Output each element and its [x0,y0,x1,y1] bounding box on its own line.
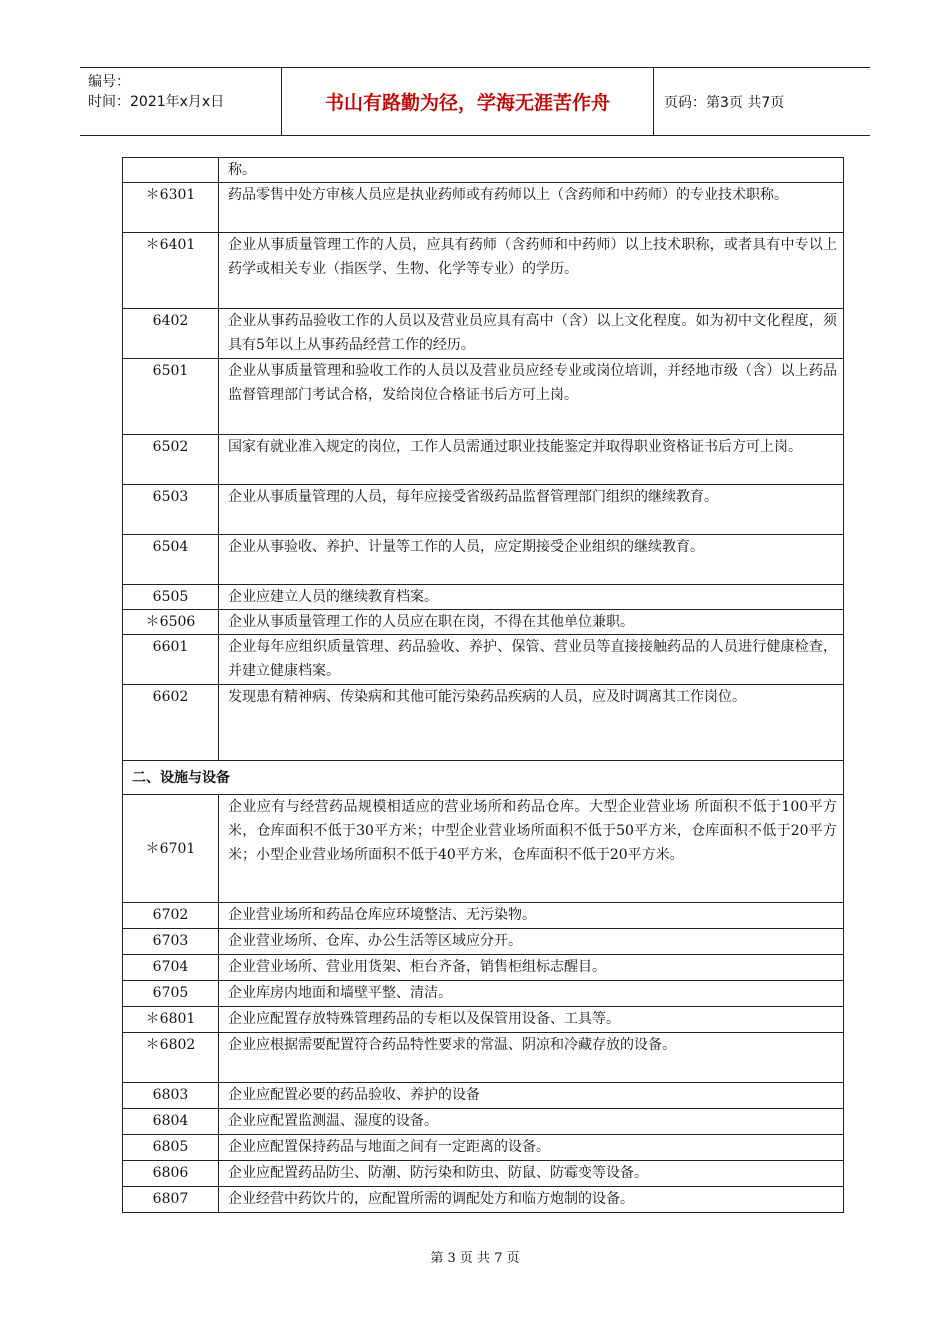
item-code: 6704 [123,955,219,981]
item-code: 6504 [123,535,219,585]
table-row [123,795,844,903]
item-code: 6705 [123,981,219,1007]
item-text: 企业经营中药饮片的，应配置所需的调配处方和临方炮制的设备。 [219,1187,844,1213]
item-text: 企业应配置必要的药品验收、养护的设备 [219,1083,844,1109]
item-text: 企业应有与经营药品规模相适应的营业场所和药品仓库。大型企业营业场 所面积不低于100平方米，仓库面积不低于30平方米；中型企业营业场所面积不低于50平方米，仓库面积不低于20平方米；小型企业营业场所面积不低于40平方米，仓库面积不低于20平方米。 [219,795,844,903]
item-code: ＊6802 [123,1033,219,1083]
item-text: 称。 [219,158,844,183]
item-code: ＊6506 [123,610,219,635]
table-row [123,158,844,183]
item-code: ＊6801 [123,1007,219,1033]
item-code: 6503 [123,485,219,535]
table-row [123,309,844,359]
table-row [123,1007,844,1033]
item-text: 企业应配置监测温、湿度的设备。 [219,1109,844,1135]
item-code: 6803 [123,1083,219,1109]
section-row [123,761,844,795]
table-row [123,435,844,485]
item-text: 企业从事质量管理的人员，每年应接受省级药品监督管理部门组织的继续教育。 [219,485,844,535]
item-code [123,158,219,183]
item-code: 6702 [123,903,219,929]
table-row [123,1135,844,1161]
item-code: ＊6701 [123,795,219,903]
item-text: 企业从事药品验收工作的人员以及营业员应具有高中（含）以上文化程度。如为初中文化程度，须具有5年以上从事药品经营工作的经历。 [219,309,844,359]
item-code: 6805 [123,1135,219,1161]
table-row [123,1033,844,1083]
item-text: 企业从事质量管理工作的人员，应具有药师（含药师和中药师）以上技术职称，或者具有中专以上药学或相关专业（指医学、生物、化学等专业）的学历。 [219,233,844,309]
standards-table [122,157,844,1213]
table-row [123,903,844,929]
item-text: 企业营业场所、仓库、办公生活等区域应分开。 [219,929,844,955]
item-code: 6806 [123,1161,219,1187]
table-row [123,183,844,233]
item-code: 6402 [123,309,219,359]
table-row [123,233,844,309]
item-text: 企业应建立人员的继续教育档案。 [219,585,844,610]
table-row [123,485,844,535]
page-header [80,67,870,136]
section-heading: 二、设施与设备 [123,761,844,795]
item-text: 企业每年应组织质量管理、药品验收、养护、保管、营业员等直接接触药品的人员进行健康检查，并建立健康档案。 [219,635,844,685]
item-code: 6703 [123,929,219,955]
item-text: 企业从事质量管理工作的人员应在职在岗，不得在其他单位兼职。 [219,610,844,635]
table-row [123,1161,844,1187]
item-code: 6601 [123,635,219,685]
item-text: 国家有就业准入规定的岗位，工作人员需通过职业技能鉴定并取得职业资格证书后方可上岗。 [219,435,844,485]
item-code: 6807 [123,1187,219,1213]
header-page-info: 页码：第3页 共7页 [664,94,785,111]
item-text: 企业营业场所、营业用货架、柜台齐备，销售柜组标志醒目。 [219,955,844,981]
table-row [123,1083,844,1109]
item-code: 6501 [123,359,219,435]
table-row [123,610,844,635]
page-footer: 第 3 页 共 7 页 [430,1251,520,1266]
table-row [123,585,844,610]
table-row [123,1109,844,1135]
table-row [123,955,844,981]
table-row [123,359,844,435]
item-text: 企业从事验收、养护、计量等工作的人员，应定期接受企业组织的继续教育。 [219,535,844,585]
table-row [123,1187,844,1213]
header-meta [80,68,282,135]
item-code: 6804 [123,1109,219,1135]
item-code: 6602 [123,685,219,761]
item-code: ＊6401 [123,233,219,309]
item-code: 6505 [123,585,219,610]
item-text: 企业从事质量管理和验收工作的人员以及营业员应经专业或岗位培训，并经地市级（含）以上药品监督管理部门考试合格，发给岗位合格证书后方可上岗。 [219,359,844,435]
item-text: 企业应根据需要配置符合药品特性要求的常温、阴凉和冷藏存放的设备。 [219,1033,844,1083]
item-text: 企业应配置药品防尘、防潮、防污染和防虫、防鼠、防霉变等设备。 [219,1161,844,1187]
table-row [123,981,844,1007]
table-row [123,635,844,685]
item-code: ＊6301 [123,183,219,233]
item-text: 发现患有精神病、传染病和其他可能污染药品疾病的人员，应及时调离其工作岗位。 [219,685,844,761]
item-text: 企业库房内地面和墙壁平整、清洁。 [219,981,844,1007]
table-row [123,929,844,955]
header-motto: 书山有路勤为径，学海无涯苦作舟 [282,68,654,135]
document-number-label: 编号： [88,74,130,90]
document-time-label: 时间：2021年x月x日 [88,94,225,110]
table-row [123,535,844,585]
item-text: 企业营业场所和药品仓库应环境整洁、无污染物。 [219,903,844,929]
item-text: 企业应配置存放特殊管理药品的专柜以及保管用设备、工具等。 [219,1007,844,1033]
item-code: 6502 [123,435,219,485]
item-text: 企业应配置保持药品与地面之间有一定距离的设备。 [219,1135,844,1161]
item-text: 药品零售中处方审核人员应是执业药师或有药师以上（含药师和中药师）的专业技术职称。 [219,183,844,233]
table-row [123,685,844,761]
